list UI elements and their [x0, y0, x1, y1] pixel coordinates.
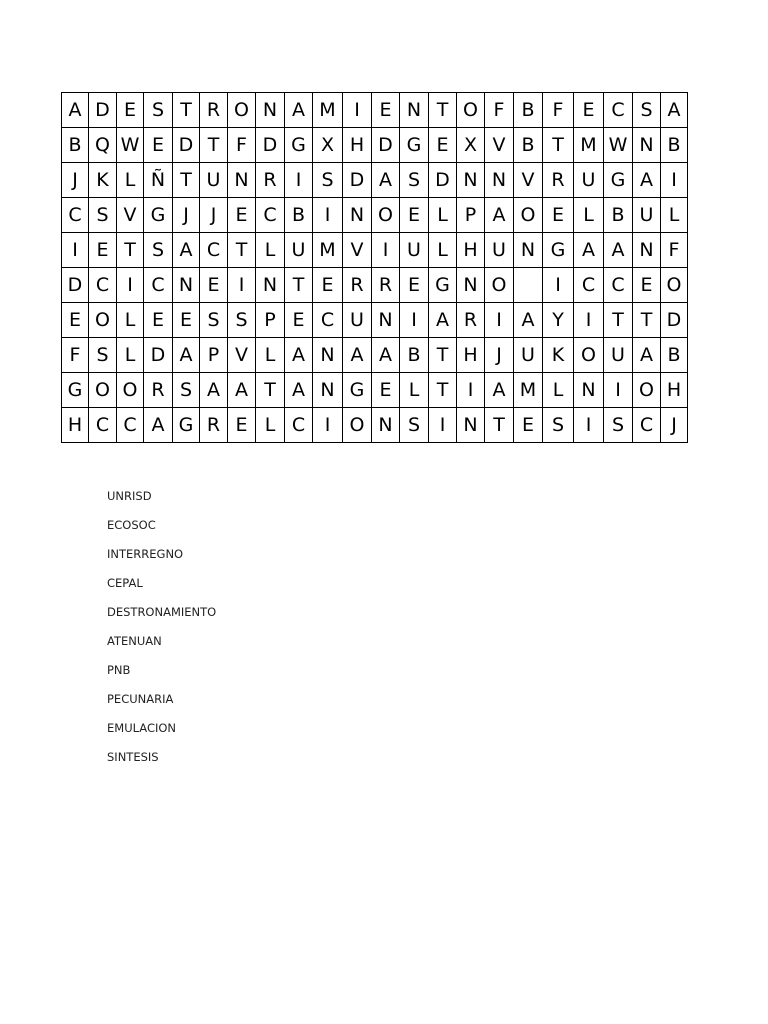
- grid-cell: R: [343, 268, 372, 303]
- grid-cell: G: [173, 408, 200, 443]
- grid-cell: J: [62, 163, 89, 198]
- grid-row: [62, 338, 688, 373]
- grid-cell: P: [200, 338, 228, 373]
- grid-cell: S: [313, 163, 343, 198]
- grid-cell: L: [661, 198, 688, 233]
- grid-cell: H: [661, 373, 688, 408]
- grid-cell: H: [457, 338, 485, 373]
- grid-cell: E: [633, 268, 661, 303]
- grid-cell: C: [62, 198, 89, 233]
- grid-cell: W: [117, 128, 144, 163]
- grid-cell: S: [144, 93, 173, 128]
- grid-cell: E: [200, 268, 228, 303]
- grid-cell: E: [144, 303, 173, 338]
- grid-cell: C: [313, 303, 343, 338]
- grid-cell: S: [604, 408, 633, 443]
- grid-cell: T: [285, 268, 313, 303]
- word-list-item: DESTRONAMIENTO: [107, 605, 217, 619]
- grid-cell: R: [200, 408, 228, 443]
- grid-cell: D: [62, 268, 89, 303]
- grid-cell: D: [661, 303, 688, 338]
- grid-cell: S: [400, 163, 429, 198]
- grid-cell: T: [173, 93, 200, 128]
- word-list-item: PNB: [107, 663, 131, 677]
- grid-cell: N: [457, 163, 485, 198]
- grid-cell: A: [485, 198, 514, 233]
- grid-cell: F: [228, 128, 256, 163]
- grid-cell: T: [117, 233, 144, 268]
- grid-cell: E: [372, 93, 400, 128]
- grid-cell: Y: [543, 303, 574, 338]
- grid-cell: L: [574, 198, 604, 233]
- grid-cell: I: [574, 303, 604, 338]
- grid-cell: E: [173, 303, 200, 338]
- grid-cell: T: [256, 373, 285, 408]
- grid-cell: C: [144, 268, 173, 303]
- grid-cell: O: [372, 198, 400, 233]
- grid-row: [62, 128, 688, 163]
- grid-cell: T: [200, 128, 228, 163]
- grid-cell: L: [429, 233, 457, 268]
- grid-cell: C: [117, 408, 144, 443]
- grid-cell: I: [372, 233, 400, 268]
- grid-cell: C: [89, 268, 117, 303]
- grid-cell: T: [429, 373, 457, 408]
- grid-cell: U: [400, 233, 429, 268]
- grid-cell: T: [485, 408, 514, 443]
- grid-cell: A: [285, 338, 313, 373]
- grid-row: [62, 373, 688, 408]
- grid-cell: C: [604, 93, 633, 128]
- grid-cell: J: [173, 198, 200, 233]
- grid-cell: C: [604, 268, 633, 303]
- grid-cell: S: [173, 373, 200, 408]
- grid-cell: L: [256, 233, 285, 268]
- word-list: [107, 488, 216, 778]
- grid-cell: G: [285, 128, 313, 163]
- grid-cell: C: [89, 408, 117, 443]
- grid-cell: E: [62, 303, 89, 338]
- grid-cell: D: [144, 338, 173, 373]
- grid-cell: I: [661, 163, 688, 198]
- grid-cell: U: [514, 338, 543, 373]
- grid-cell: M: [313, 233, 343, 268]
- grid-cell: A: [574, 233, 604, 268]
- grid-cell: I: [543, 268, 574, 303]
- grid-cell: T: [173, 163, 200, 198]
- grid-cell: O: [633, 373, 661, 408]
- grid-row: [62, 268, 688, 303]
- grid-cell: X: [313, 128, 343, 163]
- grid-cell: J: [485, 338, 514, 373]
- grid-cell: [514, 268, 543, 303]
- grid-cell: A: [343, 338, 372, 373]
- grid-cell: G: [343, 373, 372, 408]
- grid-cell: N: [633, 233, 661, 268]
- word-list-item: EMULACION: [107, 721, 177, 735]
- grid-cell: L: [117, 163, 144, 198]
- grid-cell: I: [313, 408, 343, 443]
- grid-cell: K: [543, 338, 574, 373]
- grid-cell: T: [429, 93, 457, 128]
- grid-cell: N: [343, 198, 372, 233]
- grid-cell: N: [173, 268, 200, 303]
- grid-cell: S: [228, 303, 256, 338]
- grid-cell: L: [256, 408, 285, 443]
- grid-cell: E: [400, 198, 429, 233]
- grid-cell: L: [543, 373, 574, 408]
- grid-cell: E: [400, 268, 429, 303]
- grid-cell: I: [62, 233, 89, 268]
- grid-cell: Q: [89, 128, 117, 163]
- grid-cell: N: [400, 93, 429, 128]
- word-list-item: INTERREGNO: [107, 547, 184, 561]
- grid-cell: A: [62, 93, 89, 128]
- grid-cell: O: [485, 268, 514, 303]
- grid-cell: B: [661, 338, 688, 373]
- grid-cell: T: [228, 233, 256, 268]
- grid-cell: E: [228, 198, 256, 233]
- grid-cell: L: [117, 338, 144, 373]
- grid-cell: E: [429, 128, 457, 163]
- grid-cell: R: [372, 268, 400, 303]
- grid-cell: E: [228, 408, 256, 443]
- grid-cell: V: [485, 128, 514, 163]
- word-list-item: PECUNARIA: [107, 692, 174, 706]
- grid-cell: S: [200, 303, 228, 338]
- grid-cell: O: [343, 408, 372, 443]
- word-list-item: SINTESIS: [107, 750, 159, 764]
- grid-cell: I: [604, 373, 633, 408]
- grid-cell: M: [574, 128, 604, 163]
- grid-cell: L: [400, 373, 429, 408]
- grid-cell: O: [661, 268, 688, 303]
- grid-cell: B: [514, 128, 543, 163]
- grid-cell: L: [429, 198, 457, 233]
- grid-cell: R: [543, 163, 574, 198]
- grid-cell: U: [200, 163, 228, 198]
- grid-cell: D: [343, 163, 372, 198]
- grid-cell: J: [661, 408, 688, 443]
- grid-cell: D: [89, 93, 117, 128]
- grid-cell: L: [256, 338, 285, 373]
- grid-cell: S: [543, 408, 574, 443]
- grid-cell: I: [400, 303, 429, 338]
- grid-cell: S: [633, 93, 661, 128]
- grid-cell: I: [313, 198, 343, 233]
- grid-cell: A: [285, 373, 313, 408]
- grid-cell: M: [313, 93, 343, 128]
- grid-cell: B: [285, 198, 313, 233]
- grid-cell: N: [574, 373, 604, 408]
- grid-cell: N: [633, 128, 661, 163]
- grid-cell: C: [633, 408, 661, 443]
- grid-cell: N: [485, 163, 514, 198]
- grid-cell: R: [457, 303, 485, 338]
- grid-cell: D: [429, 163, 457, 198]
- grid-cell: J: [200, 198, 228, 233]
- grid-cell: B: [62, 128, 89, 163]
- grid-cell: I: [485, 303, 514, 338]
- grid-cell: T: [429, 338, 457, 373]
- grid-cell: S: [144, 233, 173, 268]
- grid-cell: C: [574, 268, 604, 303]
- grid-cell: B: [661, 128, 688, 163]
- grid-cell: O: [89, 373, 117, 408]
- grid-cell: I: [285, 163, 313, 198]
- grid-row: [62, 303, 688, 338]
- grid-cell: V: [228, 338, 256, 373]
- grid-cell: B: [604, 198, 633, 233]
- grid-cell: U: [285, 233, 313, 268]
- grid-cell: G: [144, 198, 173, 233]
- grid-cell: V: [117, 198, 144, 233]
- grid-cell: N: [313, 373, 343, 408]
- grid-cell: S: [400, 408, 429, 443]
- grid-cell: A: [372, 338, 400, 373]
- grid-cell: C: [285, 408, 313, 443]
- grid-cell: O: [89, 303, 117, 338]
- grid-cell: M: [514, 373, 543, 408]
- grid-cell: K: [89, 163, 117, 198]
- grid-cell: G: [429, 268, 457, 303]
- grid-cell: E: [372, 373, 400, 408]
- grid-cell: B: [400, 338, 429, 373]
- grid-cell: A: [372, 163, 400, 198]
- grid-cell: A: [285, 93, 313, 128]
- grid-cell: D: [372, 128, 400, 163]
- grid-cell: N: [457, 408, 485, 443]
- grid-cell: E: [285, 303, 313, 338]
- grid-cell: A: [173, 338, 200, 373]
- grid-cell: U: [343, 303, 372, 338]
- word-list-item: CEPAL: [107, 576, 143, 590]
- grid-cell: A: [173, 233, 200, 268]
- grid-cell: A: [604, 233, 633, 268]
- grid-cell: C: [200, 233, 228, 268]
- grid-cell: E: [313, 268, 343, 303]
- grid-row: [62, 233, 688, 268]
- grid-cell: S: [89, 338, 117, 373]
- grid-cell: N: [228, 163, 256, 198]
- grid-cell: U: [604, 338, 633, 373]
- grid-cell: A: [144, 408, 173, 443]
- grid-cell: E: [117, 93, 144, 128]
- grid-cell: U: [574, 163, 604, 198]
- grid-cell: F: [543, 93, 574, 128]
- grid-cell: E: [543, 198, 574, 233]
- grid-cell: H: [343, 128, 372, 163]
- grid-cell: N: [372, 408, 400, 443]
- grid-cell: I: [457, 373, 485, 408]
- grid-cell: H: [457, 233, 485, 268]
- grid-cell: G: [543, 233, 574, 268]
- grid-cell: N: [256, 93, 285, 128]
- grid-cell: B: [514, 93, 543, 128]
- grid-cell: N: [313, 338, 343, 373]
- grid-cell: E: [144, 128, 173, 163]
- grid-row: [62, 198, 688, 233]
- grid-cell: P: [256, 303, 285, 338]
- grid-row: [62, 408, 688, 443]
- word-list-item: ECOSOC: [107, 518, 156, 532]
- grid-cell: I: [117, 268, 144, 303]
- grid-cell: G: [604, 163, 633, 198]
- grid-cell: N: [457, 268, 485, 303]
- grid-cell: A: [200, 373, 228, 408]
- grid-cell: O: [574, 338, 604, 373]
- grid-cell: T: [633, 303, 661, 338]
- grid-cell: F: [485, 93, 514, 128]
- grid-cell: G: [62, 373, 89, 408]
- grid-cell: E: [574, 93, 604, 128]
- grid-cell: V: [343, 233, 372, 268]
- grid-cell: I: [574, 408, 604, 443]
- grid-cell: U: [485, 233, 514, 268]
- grid-cell: U: [633, 198, 661, 233]
- grid-cell: I: [343, 93, 372, 128]
- grid-cell: P: [457, 198, 485, 233]
- grid-row: [62, 163, 688, 198]
- grid-cell: V: [514, 163, 543, 198]
- grid-cell: A: [429, 303, 457, 338]
- grid-cell: C: [256, 198, 285, 233]
- grid-cell: E: [89, 233, 117, 268]
- grid-cell: H: [62, 408, 89, 443]
- grid-cell: R: [144, 373, 173, 408]
- grid-cell: A: [228, 373, 256, 408]
- grid-cell: F: [62, 338, 89, 373]
- grid-cell: O: [228, 93, 256, 128]
- grid-cell: F: [661, 233, 688, 268]
- grid-cell: N: [372, 303, 400, 338]
- grid-cell: A: [633, 338, 661, 373]
- grid-cell: D: [173, 128, 200, 163]
- grid-cell: X: [457, 128, 485, 163]
- grid-cell: A: [485, 373, 514, 408]
- grid-cell: D: [256, 128, 285, 163]
- grid-cell: I: [228, 268, 256, 303]
- grid-cell: O: [117, 373, 144, 408]
- grid-cell: O: [457, 93, 485, 128]
- word-search-grid: [61, 92, 688, 443]
- grid-row: [62, 93, 688, 128]
- grid-cell: O: [514, 198, 543, 233]
- grid-cell: R: [200, 93, 228, 128]
- grid-cell: N: [256, 268, 285, 303]
- word-list-item: ATENUAN: [107, 634, 162, 648]
- grid-cell: A: [633, 163, 661, 198]
- grid-cell: W: [604, 128, 633, 163]
- grid-cell: A: [514, 303, 543, 338]
- grid-cell: T: [543, 128, 574, 163]
- grid-cell: N: [514, 233, 543, 268]
- grid-cell: S: [89, 198, 117, 233]
- grid-cell: T: [604, 303, 633, 338]
- word-list-item: UNRISD: [107, 489, 152, 503]
- grid-cell: Ñ: [144, 163, 173, 198]
- grid-cell: E: [514, 408, 543, 443]
- grid-cell: G: [400, 128, 429, 163]
- grid-cell: A: [661, 93, 688, 128]
- grid-cell: I: [429, 408, 457, 443]
- grid-cell: L: [117, 303, 144, 338]
- grid-cell: R: [256, 163, 285, 198]
